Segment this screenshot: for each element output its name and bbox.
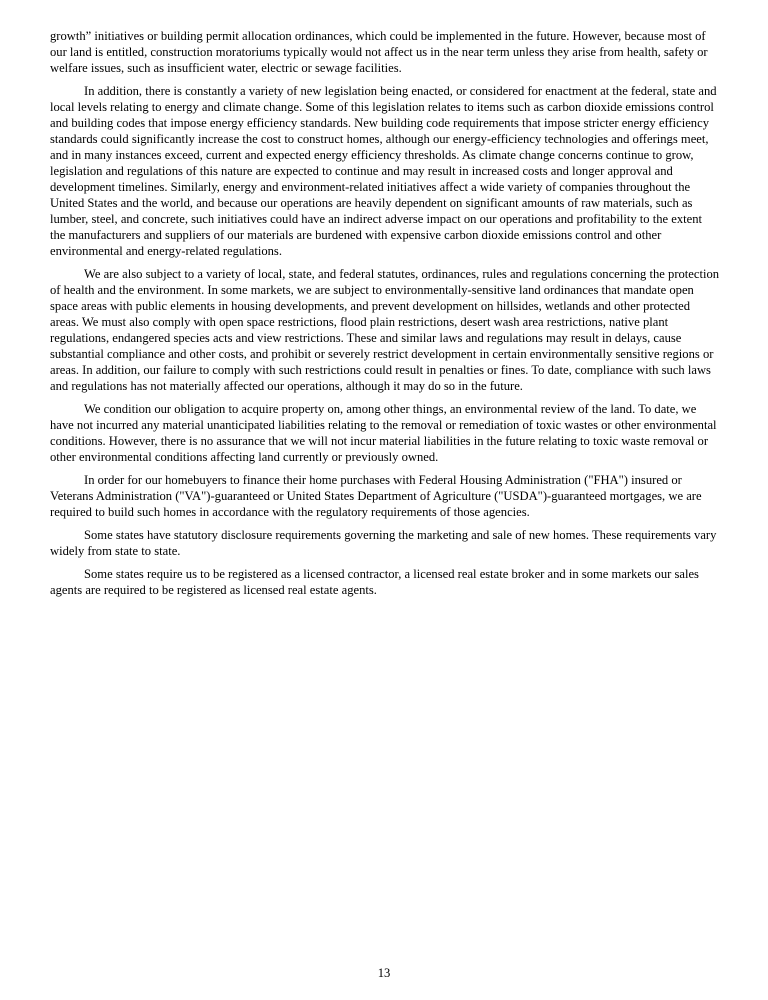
- paragraph: In order for our homebuyers to finance their home purchases with Federal Housing Administration ("FHA") insured or Veterans Administration ("VA")-guaranteed or United States Department of Agriculture ("USDA")-guaranteed mortgages, we are required to build such homes in accordance with the regulatory requirements of those agencies.: [50, 473, 702, 519]
- paragraph: growth” initiatives or building permit allocation ordinances, which could be implemented in the future. However, because most of our land is entitled, construction moratoriums typically would not affect us in the near term unless they arise from health, safety or welfare issues, such as insufficient water, electric or sewage facilities.: [50, 29, 708, 75]
- paragraph: Some states have statutory disclosure requirements governing the marketing and sale of new homes. These requirements vary widely from state to state.: [50, 528, 717, 558]
- page-number: 13: [377, 966, 391, 980]
- paragraph: Some states require us to be registered as a licensed contractor, a licensed real estate broker and in some markets our sales agents are required to be registered as licensed real estate agents.: [50, 567, 699, 597]
- document-body: [50, 28, 720, 605]
- paragraph: In addition, there is constantly a variety of new legislation being enacted, or considered for enactment at the federal, state and local levels relating to energy and climate change. Some of this legislation relates to items such as carbon dioxide emissions control and building codes that impose energy efficiency standards. New building code requirements that impose stricter energy efficiency standards could significantly increase the cost to construct homes, although our energy-efficiency technologies and offerings meet, and in many instances exceed, current and expected energy efficiency thresholds. As climate change concerns continue to grow, legislation and regulations of this nature are expected to continue and may result in increased costs and longer approval and development timelines. Similarly, energy and environment-related initiatives affect a wide variety of companies throughout the United States and the world, and because our operations are heavily dependent on significant amounts of raw materials, such as lumber, steel, and concrete, such initiatives could have an indirect adverse impact on our operations and profitability to the extent the manufacturers and suppliers of our materials are burdened with expensive carbon dioxide emissions control and other environmental and energy-related regulations.: [50, 84, 717, 258]
- paragraph: We are also subject to a variety of local, state, and federal statutes, ordinances, rules and regulations concerning the protection of health and the environment. In some markets, we are subject to environmentally-sensitive land ordinances that mandate open space areas with public elements in housing developments, and prevent development on hillsides, wetlands and other protected areas. We must also comply with open space restrictions, flood plain restrictions, desert wash area restrictions, native plant regulations, endangered species acts and view restrictions. These and similar laws and regulations may result in delays, cause substantial compliance and other costs, and prohibit or severely restrict development in certain environmentally sensitive regions or areas. In addition, our failure to comply with such restrictions could result in penalties or fines. To date, compliance with such laws and regulations has not materially affected our operations, although it may do so in the future.: [50, 267, 720, 393]
- paragraph: We condition our obligation to acquire property on, among other things, an environmental review of the land. To date, we have not incurred any material unanticipated liabilities relating to the removal or remediation of toxic wastes or other environmental conditions. However, there is no assurance that we will not incur material liabilities in the future relating to toxic waste removal or other environmental conditions affecting land currently or previously owned.: [50, 402, 717, 464]
